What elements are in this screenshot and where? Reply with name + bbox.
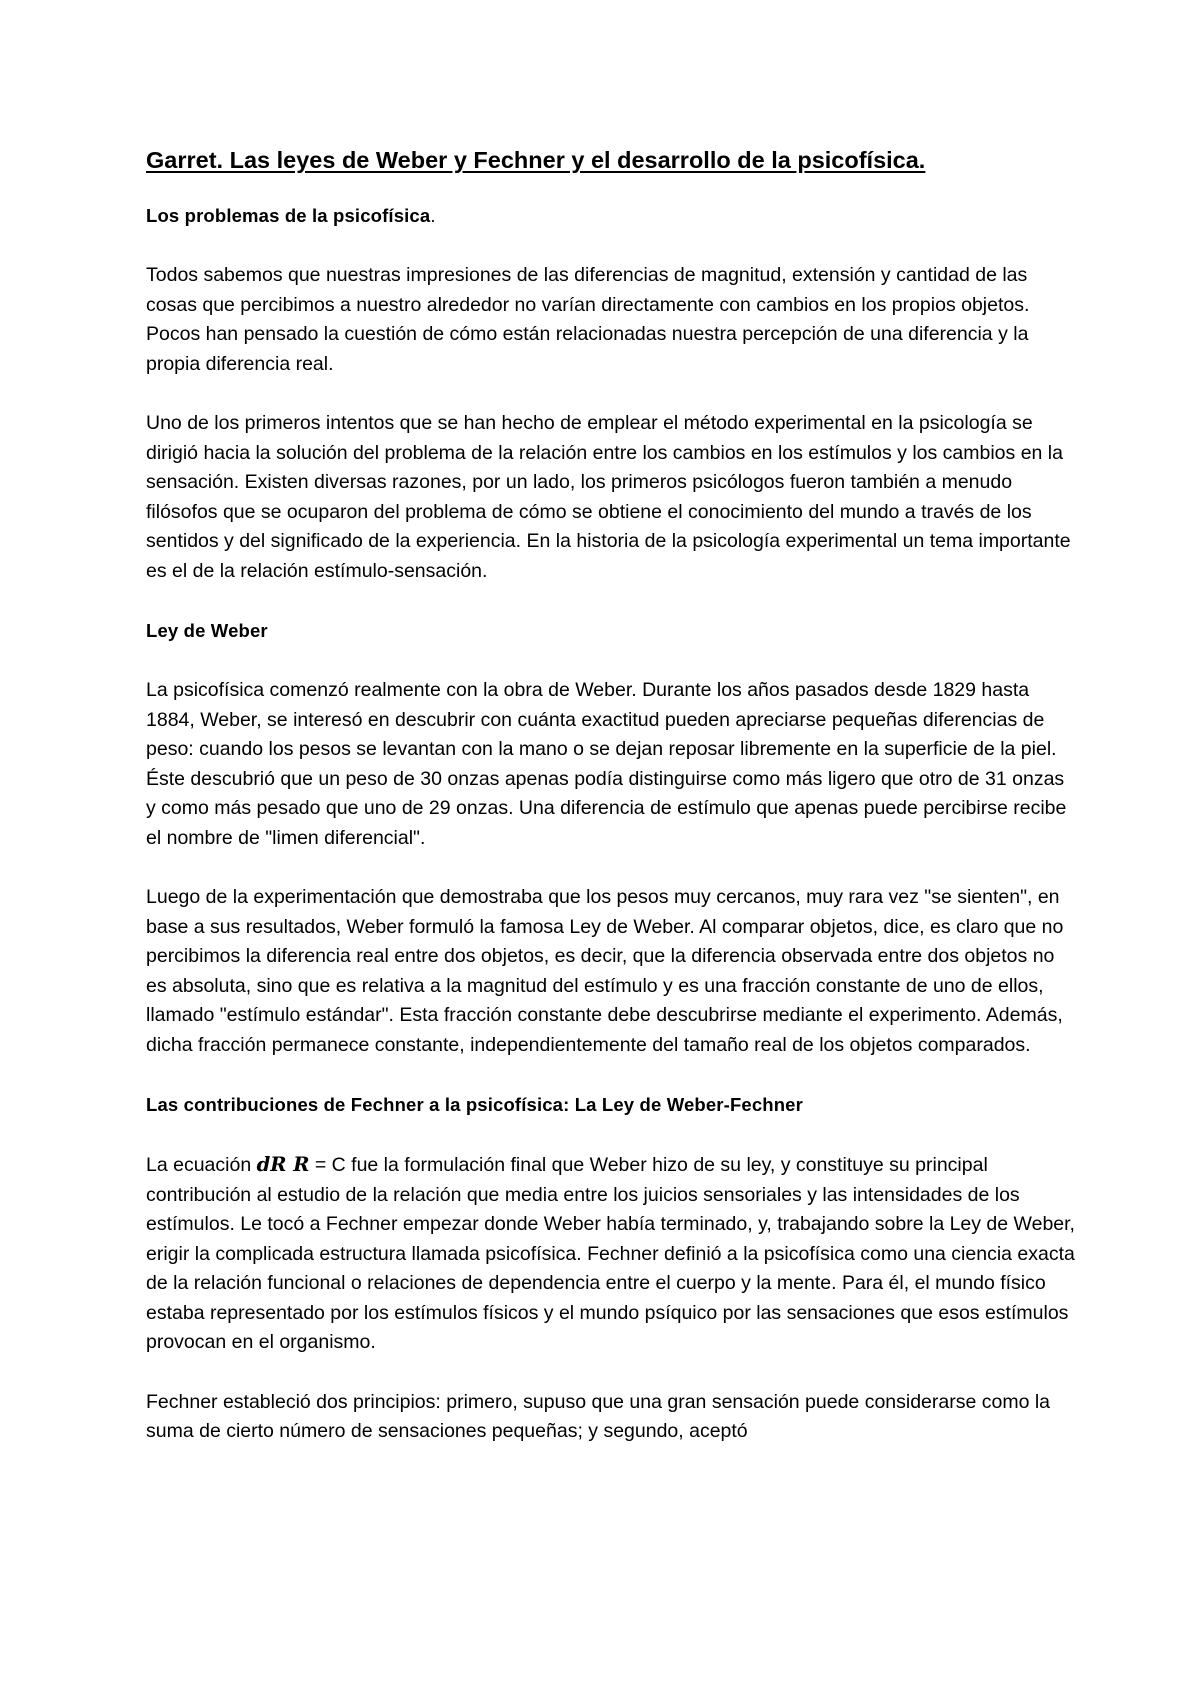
paragraph-primeros-intentos: Uno de los primeros intentos que se han hecho de emplear el método experimental en la psicología se dirigió hacia la solución del problema de la relación entre los cambios en los estímulos y los cambios en la sensación. Existen diversas razones, por un lado, los primeros psicólogos fueron también a menudo filósofos que se ocuparon del problema de cómo se obtiene el conocimiento del mundo a través de los sentidos y del significado de la experiencia. En la historia de la psicología experimental un tema importante es el de la relación estímulo-sensación.: [146, 412, 1071, 582]
paragraph-ley-weber-formulada: Luego de la experimentación que demostraba que los pesos muy cercanos, muy rara vez "se sienten", en base a sus resultados, Weber formuló la famosa Ley de Weber. Al comparar objetos, dice, es claro que no percibimos la diferencia real entre dos objetos, es decir, que la diferencia observada entre dos objetos no es absoluta, sino que es relativa a la magnitud del estímulo y es una fracción constante de uno de ellos, llamado "estímulo estándar". Esta fracción constante debe descubrirse mediante el experimento. Además, dicha fracción permanece constante, independientemente del tamaño real de los objetos comparados.: [146, 886, 1064, 1056]
document-title: Garret. Las leyes de Weber y Fechner y el desarrollo de la psicofísica.: [146, 147, 926, 173]
section-heading-fechner: Las contribuciones de Fechner a la psicofísica: La Ley de Weber-Fechner: [146, 1094, 803, 1115]
equation-intro-text: La ecuación: [146, 1154, 257, 1176]
paragraph-principios-fechner: Fechner estableció dos principios: primero, supuso que una gran sensación puede considerarse como la suma de cierto número de sensaciones pequeñas; y segundo, aceptó: [146, 1390, 1051, 1442]
section-heading-text: Los problemas de la psicofísica: [146, 205, 431, 226]
section-heading-problemas: [146, 201, 1076, 231]
document-page: [146, 144, 1076, 1447]
paragraph-obra-weber: La psicofísica comenzó realmente con la obra de Weber. Durante los años pasados desde 1829 hasta 1884, Weber, se interesó en descubrir con cuánta exactitud pueden apreciarse pequeñas diferencias de peso: cuando los pesos se levantan con la mano o se dejan reposar libremente en la superficie de la piel. Éste descubrió que un peso de 30 onzas apenas podía distinguirse como más ligero que otro de 31 onzas y como más pesado que uno de 29 onzas. Una diferencia de estímulo que apenas puede percibirse recibe el nombre de "limen diferencial".: [146, 679, 1067, 849]
weber-formula: dR R: [256, 1153, 310, 1176]
section-heading-period: .: [430, 205, 436, 226]
section-heading-ley-weber: Ley de Weber: [146, 620, 268, 641]
paragraph-ecuacion: [146, 1150, 1076, 1358]
equation-body-text: = C fue la formulación final que Weber hizo de su ley, y constituye su principal contribución al estudio de la relación que media entre los juicios sensoriales y las intensidades de los estímulos. Le tocó a Fechner empezar donde Weber había terminado, y, trabajando sobre la Ley de Weber, erigir la complicada estructura llamada psicofísica. Fechner definió a la psicofísica como una ciencia exacta de la relación funcional o relaciones de dependencia entre el cuerpo y la mente. Para él, el mundo físico estaba representado por los estímulos físicos y el mundo psíquico por las sensaciones que esos estímulos provocan en el organismo.: [146, 1154, 1075, 1353]
paragraph-impresiones: Todos sabemos que nuestras impresiones de las diferencias de magnitud, extensión y cantidad de las cosas que percibimos a nuestro alrededor no varían directamente con cambios en los propios objetos. Pocos han pensado la cuestión de cómo están relacionadas nuestra percepción de una diferencia y la propia diferencia real.: [146, 264, 1030, 375]
